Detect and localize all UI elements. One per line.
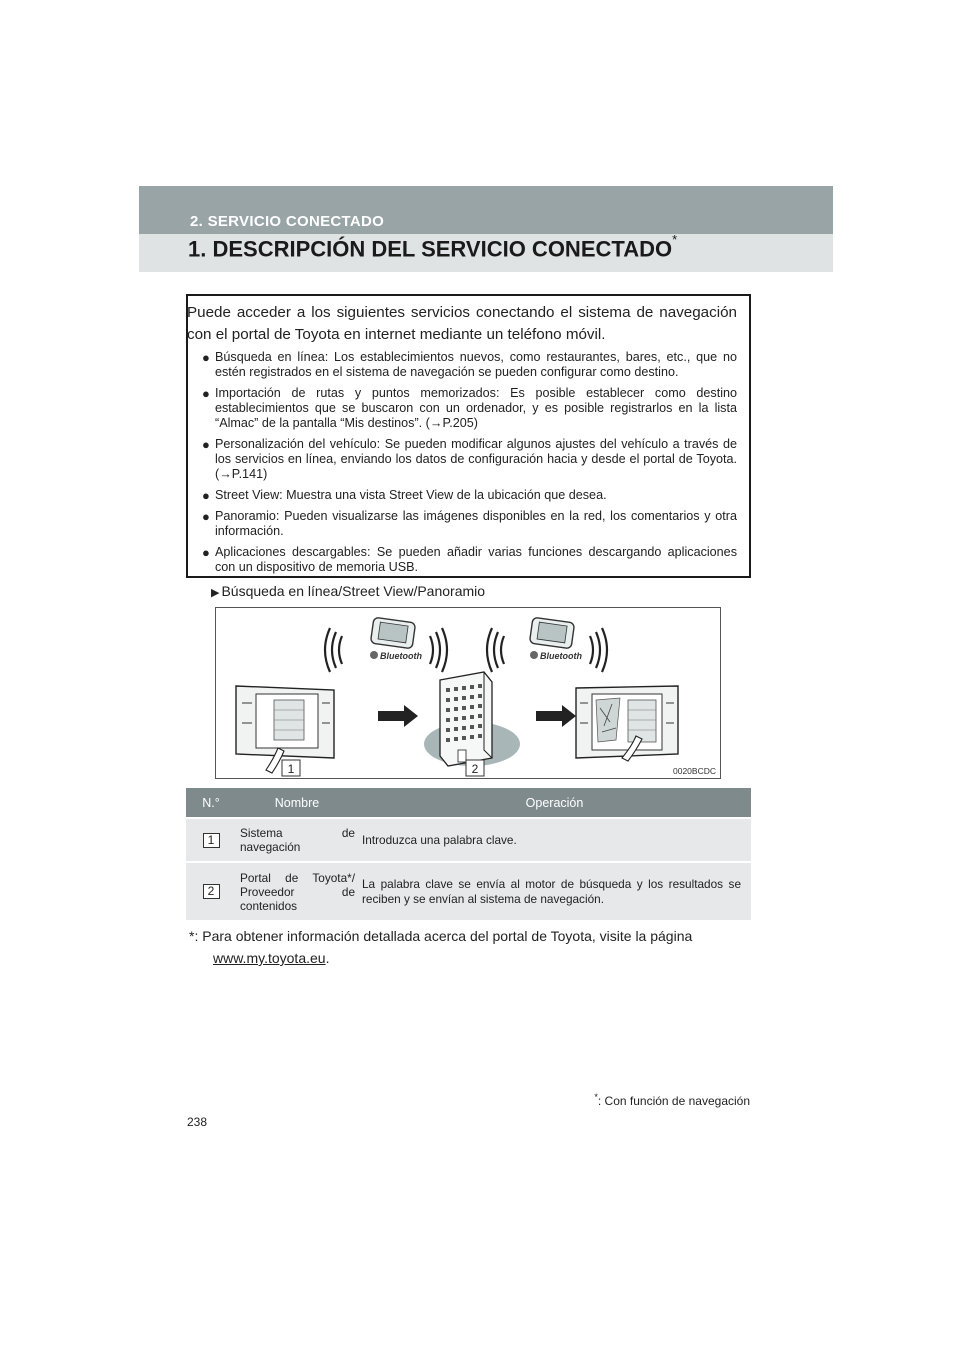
head-unit-right bbox=[576, 686, 678, 761]
list-item-text: Aplicaciones descargables: Se pueden añadir varias funciones descargando aplicaciones con un dispositivo de memoria USB. bbox=[215, 545, 737, 574]
arrow-right-icon bbox=[536, 705, 576, 727]
callout-2 bbox=[466, 760, 484, 776]
cell-operation: Introduzca una palabra clave. bbox=[358, 818, 751, 862]
side-note-mark: * bbox=[594, 1092, 598, 1102]
bullet-icon: ● bbox=[202, 509, 210, 524]
portal-link[interactable]: www.my.toyota.eu bbox=[213, 950, 326, 966]
footnote-text: *: Para obtener información detallada acerca del portal de Toyota, visite la página bbox=[189, 928, 693, 944]
column-header-number: N.° bbox=[186, 788, 236, 818]
number-box: 1 bbox=[203, 833, 220, 848]
list-item bbox=[202, 545, 737, 575]
figure-caption-text: Búsqueda en línea/Street View/Panoramio bbox=[221, 583, 486, 599]
page-number: 238 bbox=[187, 1115, 208, 1129]
list-item bbox=[202, 437, 737, 482]
number-box: 2 bbox=[203, 884, 220, 899]
list-item bbox=[202, 488, 737, 503]
bullet-icon: ● bbox=[202, 386, 210, 401]
callout-1 bbox=[282, 760, 300, 776]
list-item-text: Búsqueda en línea: Los establecimientos nuevos, como restaurantes, bares, etc., que no estén registrados en el sistema de navegación se pueden configurar como destino. bbox=[215, 350, 737, 379]
callout-1-label: 1 bbox=[287, 762, 295, 776]
cell-operation: La palabra clave se envía al motor de búsqueda y los resultados se reciben y se envían al sistema de navegación. bbox=[358, 862, 751, 920]
bullet-icon: ● bbox=[202, 488, 210, 503]
connected-service-illustration bbox=[216, 608, 720, 778]
page-title bbox=[188, 232, 678, 262]
services-list bbox=[188, 350, 737, 575]
side-note-text: : Con función de navegación bbox=[597, 1094, 750, 1108]
bullet-icon: ● bbox=[202, 437, 210, 452]
chapter-header bbox=[139, 186, 833, 272]
arrow-right-icon bbox=[378, 705, 418, 727]
title-footnote-mark: * bbox=[672, 232, 678, 247]
bullet-icon: ● bbox=[202, 350, 210, 365]
table-row bbox=[186, 862, 751, 920]
list-item-text: Street View: Muestra una vista Street View de la ubicación que desea. bbox=[215, 488, 607, 502]
portal-footnote bbox=[189, 925, 751, 969]
column-header-operation: Operación bbox=[358, 788, 751, 818]
component-table bbox=[186, 788, 751, 920]
bullet-icon: ● bbox=[202, 545, 210, 560]
bluetooth-logo-left bbox=[370, 651, 422, 661]
connected-service-figure bbox=[215, 607, 721, 779]
services-info-box bbox=[186, 294, 751, 578]
bluetooth-label: Bluetooth bbox=[380, 651, 422, 661]
figure-code: 0020BCDC bbox=[673, 766, 716, 776]
bluetooth-logo-right bbox=[530, 651, 582, 661]
footnote-suffix: . bbox=[325, 950, 330, 966]
callout-2-label: 2 bbox=[471, 762, 479, 776]
cell-name: Portal de Toyota*/ Proveedor de contenidos bbox=[236, 862, 358, 920]
phone-icon bbox=[370, 617, 415, 649]
bluetooth-label: Bluetooth bbox=[540, 651, 582, 661]
list-item bbox=[202, 350, 737, 380]
table-header-row bbox=[186, 788, 751, 818]
column-header-name: Nombre bbox=[236, 788, 358, 818]
page-title-text: 1. DESCRIPCIÓN DEL SERVICIO CONECTADO bbox=[188, 236, 673, 262]
list-item-text: Panoramio: Pueden visualizarse las imágenes disponibles en la red, los comentarios y otra información. bbox=[215, 509, 737, 538]
phone-icon bbox=[529, 617, 574, 649]
cell-name: Sistema de navegación bbox=[236, 818, 358, 862]
list-item-text: Importación de rutas y puntos memorizados: Es posible establecer como destino establecimientos que se buscaron con un ordenador, y es posible registrarlos en la lista “Almac” de la pantalla “Mis destinos”. (→P.205) bbox=[215, 386, 737, 430]
list-item bbox=[202, 509, 737, 539]
triangle-icon: ▶ bbox=[211, 587, 220, 599]
figure-caption bbox=[211, 583, 485, 599]
intro-text: Puede acceder a los siguientes servicios conectando el sistema de navegación con el portal de Toyota en internet mediante un teléfono móvil. bbox=[187, 304, 737, 343]
server-building-icon bbox=[424, 672, 520, 766]
list-item-text: Personalización del vehículo: Se pueden modificar algunos ajustes del vehículo a través de los servicios en línea, enviando los datos de configuración hacia y desde el portal de Toyota. (→P.141) bbox=[215, 437, 737, 481]
navigation-function-note bbox=[594, 1092, 750, 1108]
list-item bbox=[202, 386, 737, 431]
table-row bbox=[186, 818, 751, 862]
section-label: 2. SERVICIO CONECTADO bbox=[190, 213, 385, 230]
